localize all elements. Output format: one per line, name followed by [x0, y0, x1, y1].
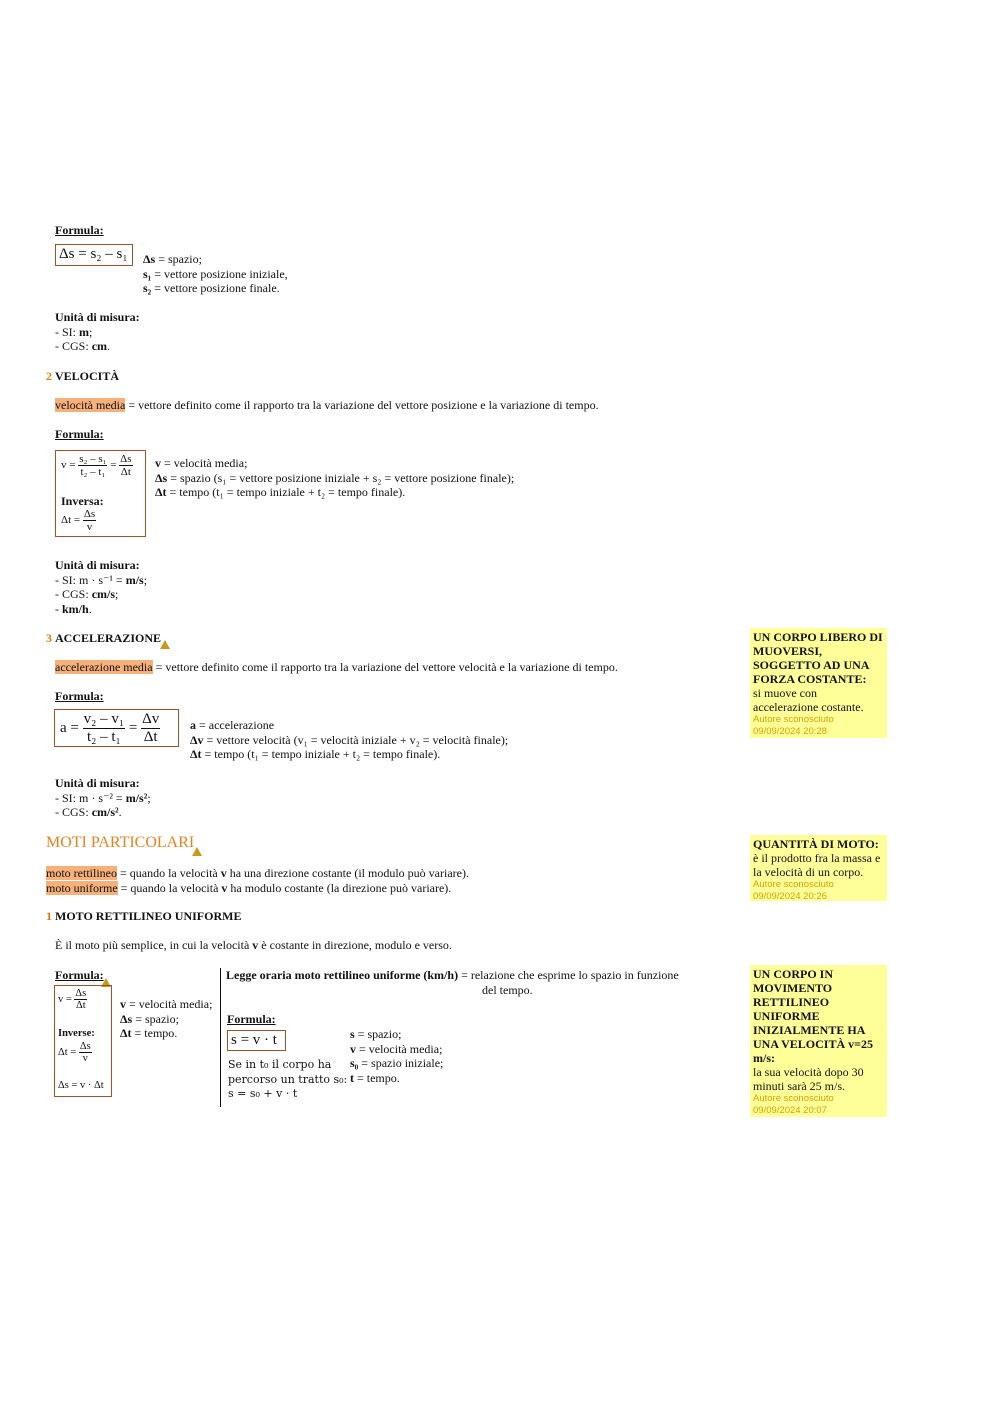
formula-numerator: Δs — [79, 1041, 91, 1052]
note-body: è il prodotto fra la massa e la velocità di un corpo. — [753, 851, 881, 879]
formula-numerator: Δv — [142, 711, 160, 727]
units-block — [55, 776, 151, 820]
formula-equals: = — [110, 459, 117, 472]
section-heading-velocita — [46, 369, 119, 384]
formula-numerator: Δs — [75, 988, 87, 999]
law-note-line: Se in t₀ il corpo ha — [228, 1058, 332, 1071]
def-symbol: v — [120, 997, 126, 1011]
column-divider — [220, 968, 221, 1107]
inverse-label: Inverse: — [58, 1028, 95, 1039]
units-title: Unità di misura: — [55, 776, 140, 790]
unit-value: m — [79, 324, 89, 339]
formula-denominator: v — [86, 521, 93, 533]
def-text: = spazio; — [132, 1011, 179, 1026]
units-block — [55, 558, 147, 616]
def-text: = vettore posizione finale. — [151, 281, 280, 295]
law-note-line: s = s₀ + v · t — [228, 1087, 298, 1100]
definition-text: ha una direzione costante (il modulo può variare). — [226, 866, 469, 880]
formula-label: Formula: — [55, 689, 104, 703]
unit-pre: - SI: m · s⁻¹ = — [55, 572, 126, 587]
def-text: = spazio iniziale; — [358, 1056, 444, 1070]
chapter-title: MOTI PARTICOLARI — [46, 834, 195, 851]
definition-text: ha modulo costante (la direzione può variare). — [227, 880, 452, 895]
def-text: = spazio; — [155, 252, 202, 266]
unit-post: ; — [147, 790, 151, 805]
formula-equals: = — [128, 719, 138, 736]
note-title: QUANTITÀ DI MOTO: — [753, 837, 879, 851]
section-number: 2 — [46, 369, 52, 383]
intro-text: È il moto più semplice, in cui la velocità — [55, 938, 253, 952]
units-block — [55, 310, 140, 354]
unit-value: m/s² — [125, 790, 148, 805]
note-date: 09/09/2024 20:07 — [753, 1105, 827, 1116]
unit-pre: - CGS: — [55, 587, 92, 601]
section-title: ACCELERAZIONE — [55, 631, 162, 645]
formula-label: Formula: — [55, 427, 104, 441]
def-text: = velocità media; — [126, 997, 213, 1011]
formula-lhs: v = — [58, 993, 72, 1005]
formula-lhs: Δt = — [61, 514, 81, 527]
def-symbol: Δt — [155, 485, 167, 499]
def-symbol: Δt — [120, 1026, 132, 1040]
section-number: 3 — [46, 631, 52, 645]
definition-text: = quando la velocità — [117, 866, 221, 880]
definition-symbol: v — [220, 866, 227, 880]
def-symbol: Δv — [190, 732, 204, 747]
law-text-continued: del tempo. — [482, 983, 533, 997]
highlighted-term: moto uniforme — [46, 880, 118, 895]
note-title: UN CORPO LIBERO DI MUOVERSI, SOGGETTO AD UNA FORZA COSTANTE: — [753, 630, 883, 686]
def-text: = vettore posizione iniziale, — [151, 266, 288, 281]
formula-label: Formula: — [55, 968, 104, 982]
def-text: = accelerazione — [196, 718, 275, 732]
law-title: Legge oraria moto rettilineo uniforme (km/h) — [226, 968, 459, 982]
formula-numerator: v₂ – v₁ — [83, 711, 125, 727]
def-text: = tempo (t₁ = tempo iniziale + t₂ = tempo finale). — [201, 747, 441, 761]
unit-pre: - — [55, 601, 62, 616]
def-text: = vettore velocità (v₁ = velocità iniziale + v₂ = velocità finale); — [203, 732, 509, 747]
mru-intro — [55, 938, 452, 953]
formula-box — [55, 450, 146, 537]
intro-symbol: v — [252, 938, 259, 952]
unit-post: ; — [115, 587, 119, 601]
note-date: 09/09/2024 20:26 — [753, 891, 827, 902]
section-heading-accelerazione — [46, 631, 161, 646]
highlighted-term: accelerazione media — [55, 660, 153, 674]
formula-numerator: s₂ – s₁ — [79, 453, 107, 465]
formula-box — [55, 244, 133, 266]
unit-post: . — [118, 805, 122, 819]
note-date: 09/09/2024 20:28 — [753, 726, 827, 737]
formula-denominator: Δt — [76, 1000, 86, 1011]
moti-definitions — [46, 866, 469, 895]
unit-post: ; — [89, 324, 93, 339]
def-symbol: s — [350, 1027, 355, 1041]
highlighted-term: velocità media — [55, 398, 126, 412]
law-definitions — [350, 1027, 443, 1085]
comment-note[interactable] — [750, 835, 887, 901]
section-title: VELOCITÀ — [55, 369, 120, 383]
formula-box — [54, 709, 179, 747]
formula-lhs: a = — [60, 719, 79, 736]
section-title: MOTO RETTILINEO UNIFORME — [55, 909, 242, 923]
def-text: = tempo. — [131, 1026, 178, 1040]
def-symbol: Δt — [190, 747, 202, 761]
formula-numerator: Δs — [83, 508, 96, 520]
formula-box — [54, 985, 112, 1097]
def-symbol: s₀ — [350, 1056, 359, 1070]
intro-text: è costante in direzione, modulo e verso. — [258, 938, 452, 952]
definition-line — [55, 660, 618, 675]
highlighted-term: moto rettilineo — [46, 866, 117, 880]
formula-box — [227, 1030, 286, 1051]
unit-post: . — [88, 601, 92, 616]
unit-value: cm — [91, 339, 108, 353]
def-text: = tempo. — [354, 1070, 400, 1085]
section-heading-mru — [46, 909, 241, 924]
units-title: Unità di misura: — [55, 310, 140, 324]
law-heading — [226, 968, 679, 983]
def-text: = spazio (s₁ = vettore posizione iniziale + s₂ = vettore posizione finale); — [167, 470, 515, 485]
definition-text: = vettore definito come il rapporto tra la variazione del vettore velocità e la variazione di tempo. — [152, 660, 618, 674]
def-symbol: t — [350, 1070, 354, 1085]
velocity-formula — [61, 453, 133, 478]
unit-pre: - SI: m · s⁻² = — [55, 790, 126, 805]
def-symbol: v — [350, 1041, 356, 1056]
inverse-formula — [58, 1041, 92, 1064]
unit-value: cm/s² — [91, 805, 119, 819]
note-title: UN CORPO IN MOVIMENTO RETTILINEO UNIFORME INIZIALMENTE HA UNA VELOCITÀ v=25 m/s: — [753, 967, 873, 1065]
formula-denominator: t₂ – t₁ — [86, 729, 121, 745]
def-symbol: Δs — [155, 470, 168, 485]
def-text: = spazio; — [354, 1027, 402, 1041]
law-formula: s = v · t — [231, 1032, 277, 1048]
formula-lhs: v = — [61, 459, 76, 472]
units-title: Unità di misura: — [55, 558, 140, 572]
comment-note[interactable] — [750, 628, 887, 738]
note-body: si muove con accelerazione costante. — [753, 686, 864, 714]
definition-line — [55, 398, 599, 413]
def-symbol: v — [155, 456, 161, 470]
inverse-label: Inversa: — [61, 494, 104, 508]
formula-lhs: Δt = — [58, 1046, 77, 1058]
def-symbol: s₂ — [143, 281, 152, 295]
definition-text: = vettore definito come il rapporto tra la variazione del vettore posizione e la variazione di tempo. — [125, 398, 599, 412]
unit-post: . — [107, 339, 111, 353]
formula-label: Formula: — [227, 1012, 276, 1026]
note-body: la sua velocità dopo 30 minuti sarà 25 m/s. — [753, 1065, 864, 1093]
definitions — [155, 456, 514, 500]
def-text: = velocità media; — [356, 1041, 443, 1056]
comment-note[interactable] — [750, 965, 887, 1117]
section-number: 1 — [46, 909, 52, 923]
definition-symbol: v — [221, 880, 228, 895]
law-text: = relazione che esprime lo spazio in funzione — [458, 968, 679, 982]
unit-value: km/h — [62, 601, 89, 616]
inverse-formula — [61, 508, 96, 533]
def-text: = tempo (t₁ = tempo iniziale + t₂ = tempo finale). — [166, 485, 406, 499]
note-author: Autore sconosciuto — [753, 879, 834, 890]
comment-marker-icon[interactable] — [160, 640, 170, 649]
def-symbol: a — [190, 718, 196, 732]
unit-post: ; — [143, 572, 148, 587]
law-note — [228, 1058, 347, 1102]
law-note-line: percorso un tratto s₀: — [228, 1072, 348, 1086]
formula-denominator: v — [82, 1053, 88, 1064]
definition-text: = quando la velocità — [117, 880, 222, 895]
unit-value: cm/s — [91, 587, 116, 601]
formula-label: Formula: — [55, 223, 104, 237]
unit-value: m/s — [125, 572, 144, 587]
definitions — [120, 997, 212, 1041]
unit-pre: - SI: — [55, 324, 79, 339]
definitions — [143, 252, 288, 296]
unit-pre: - CGS: — [55, 805, 92, 819]
unit-pre: - CGS: — [55, 339, 92, 353]
note-author: Autore sconosciuto — [753, 714, 834, 725]
formula-denominator: Δt — [120, 466, 131, 478]
formula-numerator: Δs — [120, 453, 132, 465]
formula-denominator: t₂ – t₁ — [80, 466, 106, 478]
def-symbol: s₁ — [143, 266, 152, 281]
formula-denominator: Δt — [143, 729, 158, 745]
def-text: = velocità media; — [161, 456, 248, 470]
acceleration-formula — [60, 711, 160, 746]
comment-marker-icon[interactable] — [192, 847, 202, 856]
def-symbol: Δs — [120, 1011, 133, 1026]
note-author: Autore sconosciuto — [753, 1093, 834, 1104]
def-symbol: Δs — [143, 252, 156, 266]
inverse-formula-2: Δs = v · Δt — [58, 1080, 104, 1091]
formula-delta-s: Δs = s₂ – s₁ — [59, 246, 128, 262]
velocity-formula — [58, 988, 87, 1011]
definitions — [190, 718, 508, 762]
